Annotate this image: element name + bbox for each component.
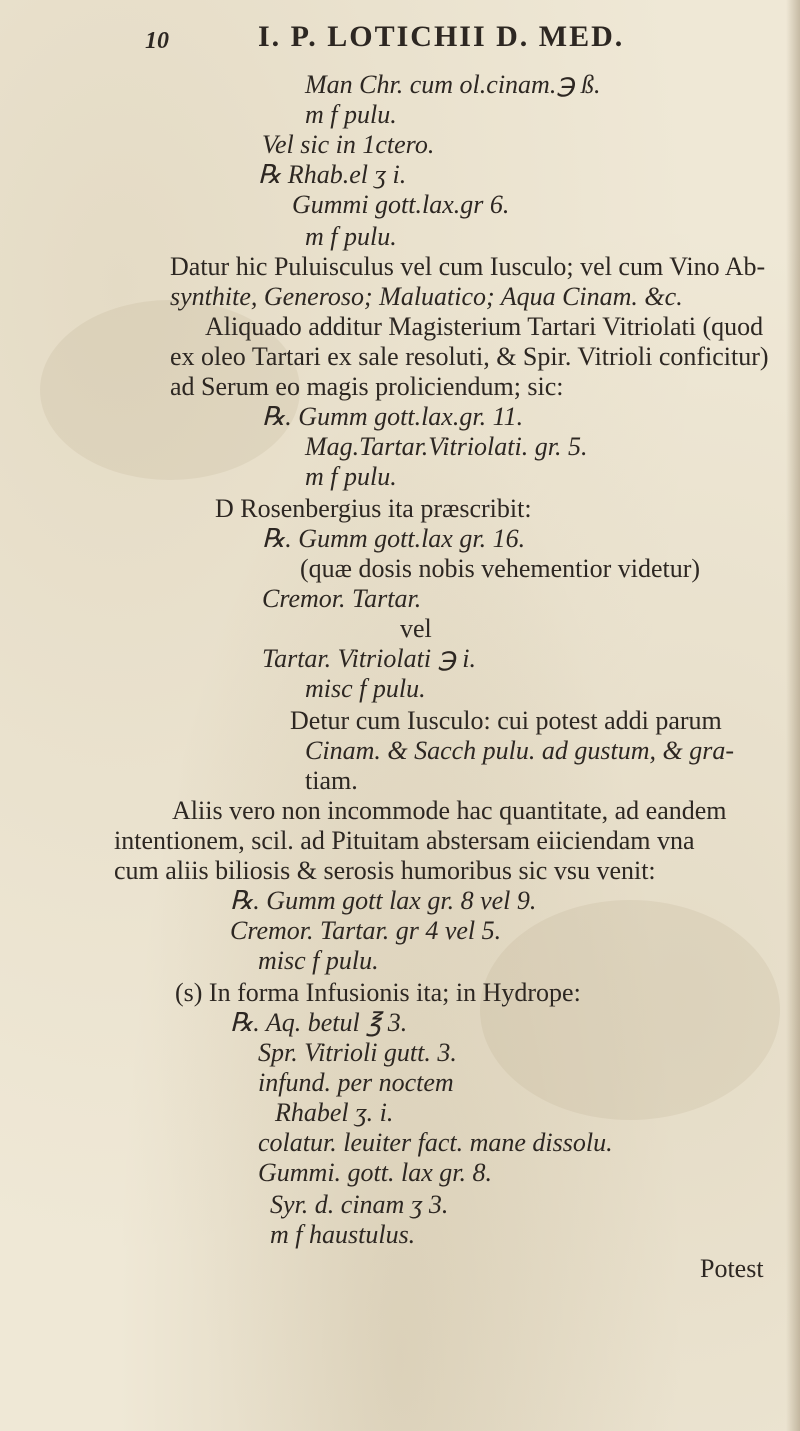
running-title: I. P. LOTICHII D. MED.	[258, 20, 625, 53]
text-line: ℞. Gumm gott lax gr. 8 vel 9.	[230, 886, 537, 915]
text-line: misc f pulu.	[258, 946, 379, 975]
text-line: Aliquado additur Magisterium Tartari Vitriolati (quod	[205, 312, 764, 341]
text-line: (quæ dosis nobis vehementior videtur)	[300, 554, 701, 583]
text-line: misc f pulu.	[305, 674, 426, 703]
text-line: Syr. d. cinam ʒ 3.	[270, 1190, 449, 1219]
text-line: Tartar. Vitriolati ℈ i.	[262, 644, 476, 673]
text-line: tiam.	[305, 766, 358, 795]
text-line: Rhabel ʒ. i.	[275, 1098, 394, 1127]
text-line: m f pulu.	[305, 222, 397, 251]
text-line: intentionem, scil. ad Pituitam abstersam eiiciendam vna	[114, 826, 695, 855]
text-line: ℞. Gumm gott.lax gr. 16.	[262, 524, 526, 553]
text-line: colatur. leuiter fact. mane dissolu.	[258, 1128, 613, 1157]
text-line: Cremor. Tartar. gr 4 vel 5.	[230, 916, 502, 945]
text-line: Man Chr. cum ol.cinam.℈ ß.	[305, 70, 601, 99]
text-line: ℞. Gumm gott.lax.gr. 11.	[262, 402, 524, 431]
text-line: ℞ Rhab.el ʒ i.	[258, 160, 407, 189]
text-line: (s) In forma Infusionis ita; in Hydrope:	[175, 978, 581, 1007]
text-line: ex oleo Tartari ex sale resoluti, & Spir. Vitrioli conficitur)	[170, 342, 769, 371]
text-line: Datur hic Puluisculus vel cum Iusculo; vel cum Vino Ab-	[170, 252, 766, 281]
text-line: Mag.Tartar.Vitriolati. gr. 5.	[305, 432, 588, 461]
text-line: m f haustulus.	[270, 1220, 416, 1249]
text-line: ad Serum eo magis proliciendum; sic:	[170, 372, 564, 401]
catchword: Potest	[700, 1254, 764, 1283]
text-line: synthite, Generoso; Maluatico; Aqua Cinam. &c.	[170, 282, 683, 311]
text-line: cum aliis biliosis & serosis humoribus sic vsu venit:	[114, 856, 656, 885]
text-line: D Rosenbergius ita præscribit:	[215, 494, 532, 523]
text-line: Gummi gott.lax.gr 6.	[292, 190, 510, 219]
text-line: Gummi. gott. lax gr. 8.	[258, 1158, 492, 1187]
page-edge-shadow	[786, 0, 800, 1431]
paper-stain	[480, 900, 780, 1120]
text-line: vel	[400, 614, 432, 643]
text-line: infund. per noctem	[258, 1068, 454, 1097]
text-line: Spr. Vitrioli gutt. 3.	[258, 1038, 457, 1067]
text-line: Vel sic in 1ctero.	[262, 130, 435, 159]
text-line: m f pulu.	[305, 462, 397, 491]
text-line: Detur cum Iusculo: cui potest addi parum	[290, 706, 722, 735]
page-number: 10	[145, 28, 169, 54]
text-line: m f pulu.	[305, 100, 397, 129]
text-line: Aliis vero non incommode hac quantitate, ad eandem	[172, 796, 727, 825]
text-line: Cremor. Tartar.	[262, 584, 422, 613]
text-line: ℞. Aq. betul ℥ 3.	[230, 1008, 408, 1037]
text-line: Cinam. & Sacch pulu. ad gustum, & gra-	[305, 736, 734, 765]
